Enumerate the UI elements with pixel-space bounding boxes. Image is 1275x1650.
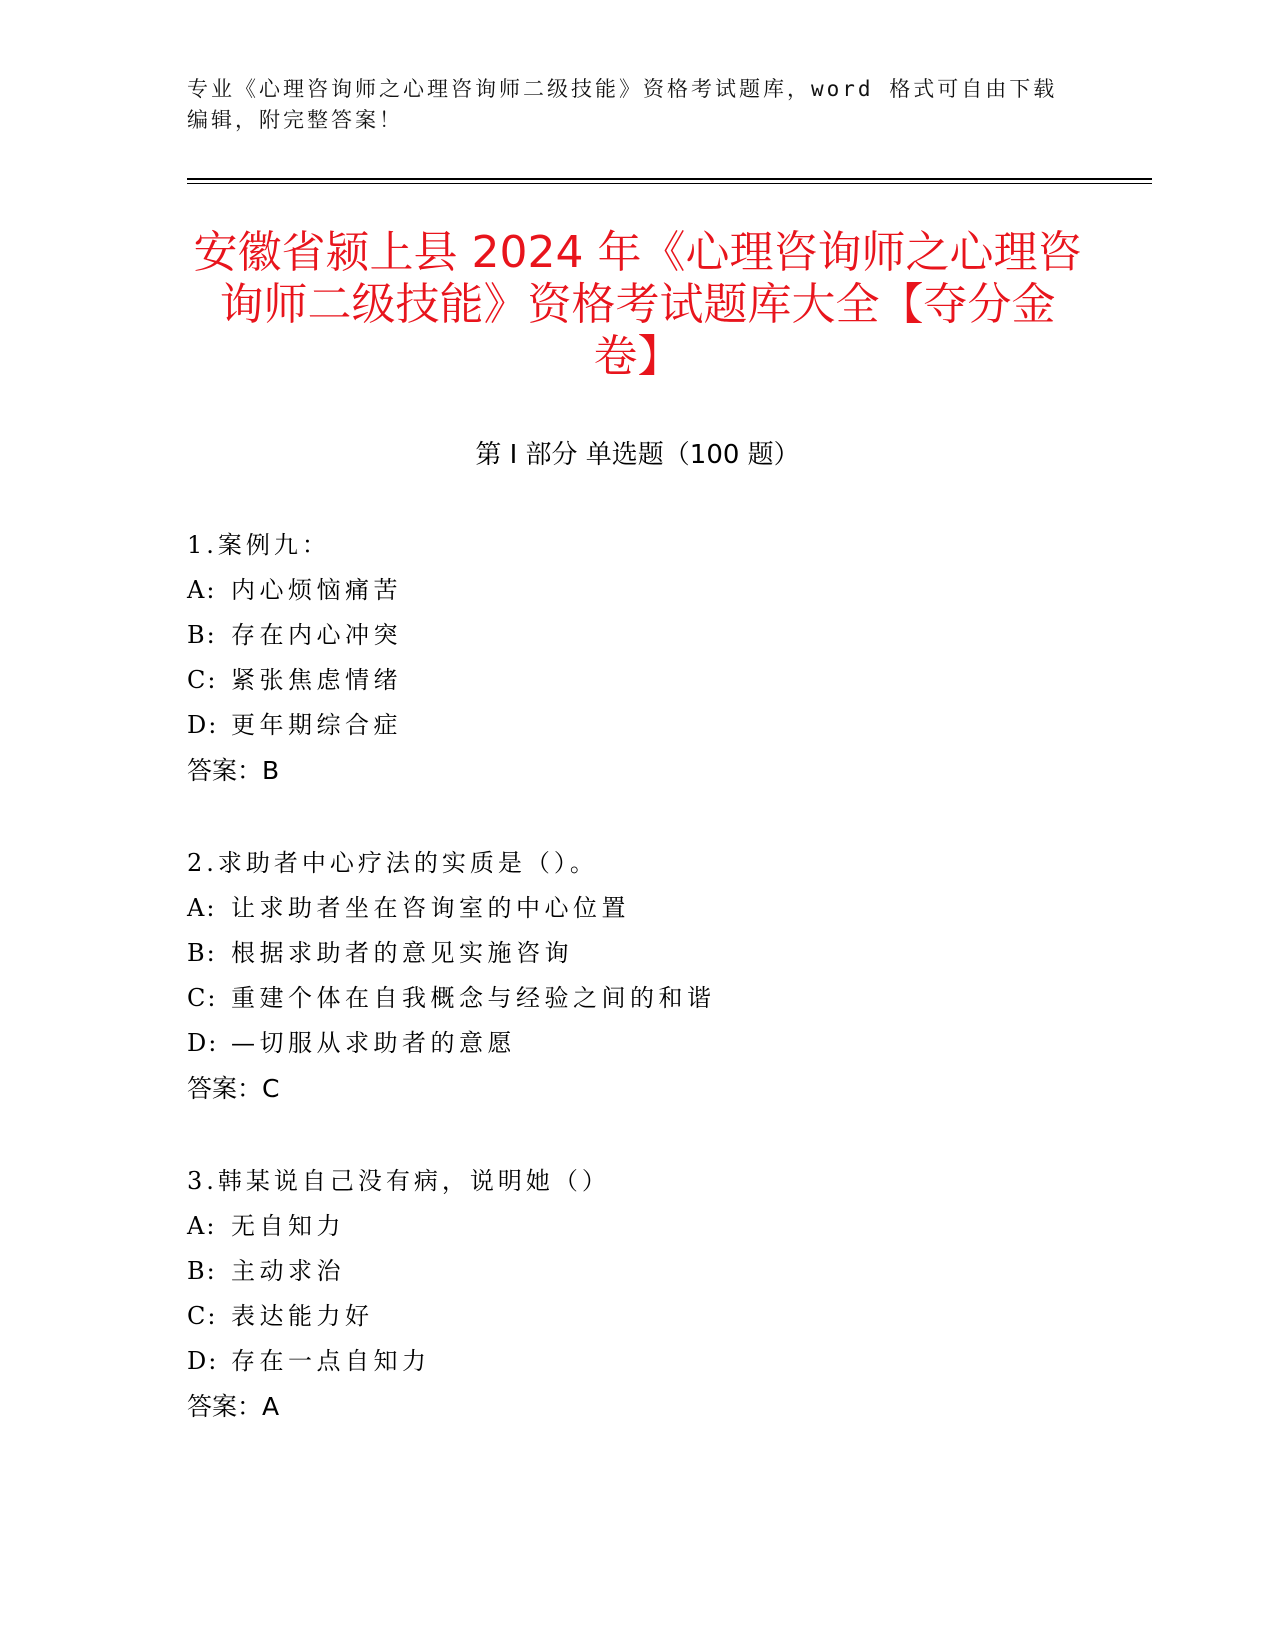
option-label: C: — [187, 1302, 218, 1330]
option-b — [187, 613, 1187, 658]
option-label: D: — [187, 1347, 219, 1375]
option-text: 表达能力好 — [231, 1302, 374, 1330]
section-heading: 第 I 部分 单选题（100 题） — [475, 440, 800, 470]
option-label: D: — [187, 711, 219, 739]
header-note-line-2: 编辑，附完整答案！ — [187, 108, 403, 132]
option-c — [187, 976, 1187, 1021]
header-note — [187, 74, 1167, 136]
option-text: 存在内心冲突 — [231, 621, 402, 649]
question-2 — [187, 841, 1187, 1111]
option-label: A: — [187, 576, 217, 604]
answer-line: 答案：A — [187, 1392, 280, 1421]
option-a — [187, 1204, 1187, 1249]
question-stem: 3.韩某说自己没有病，说明她（） — [187, 1167, 610, 1195]
option-d — [187, 703, 1187, 748]
option-b — [187, 931, 1187, 976]
option-text: 根据求助者的意见实施咨询 — [231, 939, 573, 967]
option-text: 让求助者坐在咨询室的中心位置 — [231, 894, 630, 922]
document-title-line-1: 安徽省颍上县 2024 年《心理咨询师之心理咨 — [193, 227, 1082, 278]
document-title — [0, 227, 1275, 383]
header-rule-thin — [187, 183, 1152, 184]
option-text: 内心烦恼痛苦 — [231, 576, 402, 604]
option-text: —切服从求助者的意愿 — [231, 1029, 516, 1057]
header-rule-thick — [187, 178, 1152, 180]
option-label: A: — [187, 1212, 217, 1240]
option-label: B: — [187, 621, 217, 649]
option-text: 更年期综合症 — [231, 711, 402, 739]
option-text: 存在一点自知力 — [231, 1347, 431, 1375]
option-text: 主动求治 — [231, 1257, 345, 1285]
option-c — [187, 658, 1187, 703]
header-note-line-1: 专业《心理咨询师之心理咨询师二级技能》资格考试题库，word 格式可自由下载 — [187, 77, 1058, 101]
option-label: D: — [187, 1029, 219, 1057]
option-a — [187, 568, 1187, 613]
document-title-line-2: 询师二级技能》资格考试题库大全【夺分金 — [219, 279, 1056, 330]
option-text: 无自知力 — [231, 1212, 345, 1240]
option-label: A: — [187, 894, 217, 922]
option-d — [187, 1339, 1187, 1384]
option-label: B: — [187, 1257, 217, 1285]
question-1 — [187, 523, 1187, 793]
document-title-line-3: 卷】 — [593, 331, 682, 382]
option-label: B: — [187, 939, 217, 967]
answer-line: 答案：C — [187, 1074, 280, 1103]
option-a — [187, 886, 1187, 931]
option-text: 紧张焦虑情绪 — [231, 666, 402, 694]
option-text: 重建个体在自我概念与经验之间的和谐 — [231, 984, 716, 1012]
option-c — [187, 1294, 1187, 1339]
question-3 — [187, 1159, 1187, 1429]
option-b — [187, 1249, 1187, 1294]
option-d — [187, 1021, 1187, 1066]
answer-line: 答案：B — [187, 756, 280, 785]
question-stem: 1.案例九： — [187, 531, 330, 559]
option-label: C: — [187, 666, 218, 694]
question-stem: 2.求助者中心疗法的实质是（）。 — [187, 849, 598, 877]
option-label: C: — [187, 984, 218, 1012]
